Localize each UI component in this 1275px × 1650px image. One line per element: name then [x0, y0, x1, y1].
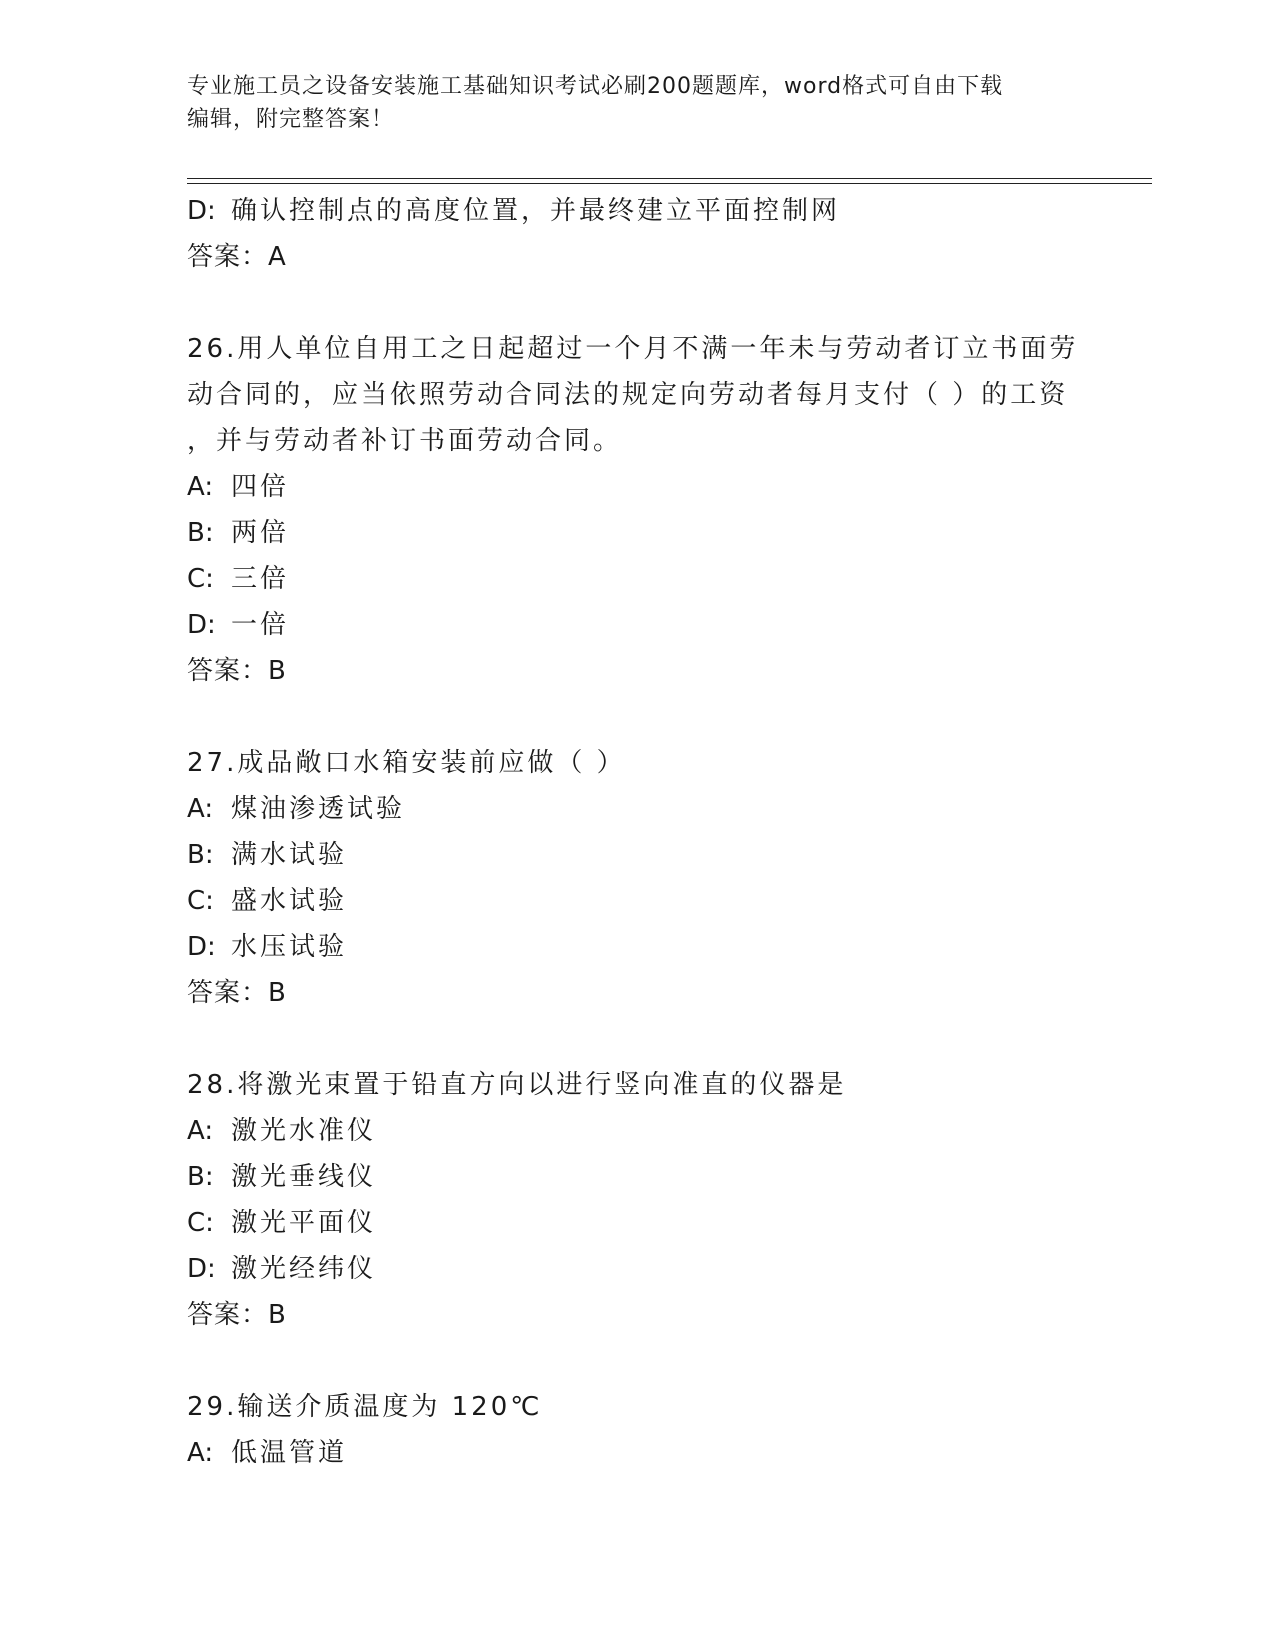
question-stem-text: 用人单位自用工之日起超过一个月不满一年未与劳动者订立书面劳: [237, 334, 1079, 364]
option-text: 激光垂线仪: [231, 1162, 377, 1192]
question-block-27: [187, 740, 1107, 1016]
option-letter: B:: [187, 518, 214, 548]
option-letter: D:: [187, 1254, 216, 1284]
question-stem-line: ，并与劳动者补订书面劳动合同。: [187, 426, 623, 456]
question-block-26: [187, 326, 1107, 694]
option-text: 水压试验: [231, 932, 348, 962]
option-letter: D:: [187, 932, 216, 962]
question-block-29: [187, 1384, 1107, 1476]
option-letter: B:: [187, 840, 214, 870]
option-text: 激光经纬仪: [231, 1254, 377, 1284]
question-stem-line: [187, 1062, 1107, 1108]
option-letter: C:: [187, 564, 214, 594]
option-letter: A:: [187, 794, 214, 824]
option-letter: A:: [187, 1116, 214, 1146]
question-block-28: [187, 1062, 1107, 1338]
spacer: [187, 1338, 1107, 1384]
question-stem-text: 成品敞口水箱安装前应做（ ）: [237, 748, 626, 778]
option-text: 三倍: [231, 564, 290, 594]
spacer: [187, 1016, 1107, 1062]
option-text: 满水试验: [231, 840, 348, 870]
prev-question-block: [187, 188, 1107, 280]
question-stem-line: [187, 1384, 1107, 1430]
option-row: [187, 556, 1107, 602]
spacer: [187, 280, 1107, 326]
option-text: 激光平面仪: [231, 1208, 377, 1238]
option-row: [187, 1200, 1107, 1246]
answer-line: 答案：A: [187, 242, 287, 272]
option-row: [187, 878, 1107, 924]
option-letter: B:: [187, 1162, 214, 1192]
option-text: 确认控制点的高度位置，并最终建立平面控制网: [231, 196, 841, 226]
option-row: [187, 924, 1107, 970]
answer-line: 答案：B: [187, 1300, 287, 1330]
header-line-2: 编辑，附完整答案！: [187, 107, 395, 132]
header-divider-bottom: [187, 183, 1152, 184]
option-row: [187, 1154, 1107, 1200]
header-divider-top: [187, 178, 1152, 179]
option-row: [187, 464, 1107, 510]
question-list: [187, 188, 1107, 1476]
option-text: 激光水准仪: [231, 1116, 377, 1146]
option-letter: A:: [187, 472, 214, 502]
question-number: 29.: [187, 1392, 238, 1422]
option-letter: D:: [187, 196, 216, 226]
option-text: 盛水试验: [231, 886, 348, 916]
question-number: 26.: [187, 334, 238, 364]
question-stem-line: 动合同的，应当依照劳动合同法的规定向劳动者每月支付（ ）的工资: [187, 380, 1069, 410]
option-row: [187, 188, 1107, 234]
option-letter: A:: [187, 1438, 214, 1468]
option-row: [187, 510, 1107, 556]
option-text: 一倍: [231, 610, 290, 640]
option-row: [187, 1430, 1107, 1476]
answer-line: 答案：B: [187, 656, 287, 686]
option-text: 两倍: [231, 518, 290, 548]
option-letter: C:: [187, 1208, 214, 1238]
question-stem-line: [187, 740, 1107, 786]
question-stem-text: 将激光束置于铅直方向以进行竖向准直的仪器是: [237, 1070, 847, 1100]
spacer: [187, 694, 1107, 740]
question-stem-text: 输送介质温度为 120℃: [237, 1392, 543, 1422]
option-text: 低温管道: [231, 1438, 348, 1468]
option-row: [187, 1108, 1107, 1154]
document-header: [187, 70, 1077, 136]
header-line-1: 专业施工员之设备安装施工基础知识考试必刷200题题库，word格式可自由下载: [187, 74, 1004, 99]
option-row: [187, 832, 1107, 878]
answer-line: 答案：B: [187, 978, 287, 1008]
question-number: 27.: [187, 748, 238, 778]
question-stem-line: [187, 326, 1107, 372]
question-number: 28.: [187, 1070, 238, 1100]
option-letter: D:: [187, 610, 216, 640]
option-row: [187, 602, 1107, 648]
option-text: 四倍: [231, 472, 290, 502]
option-letter: C:: [187, 886, 214, 916]
option-row: [187, 786, 1107, 832]
option-text: 煤油渗透试验: [231, 794, 406, 824]
option-row: [187, 1246, 1107, 1292]
